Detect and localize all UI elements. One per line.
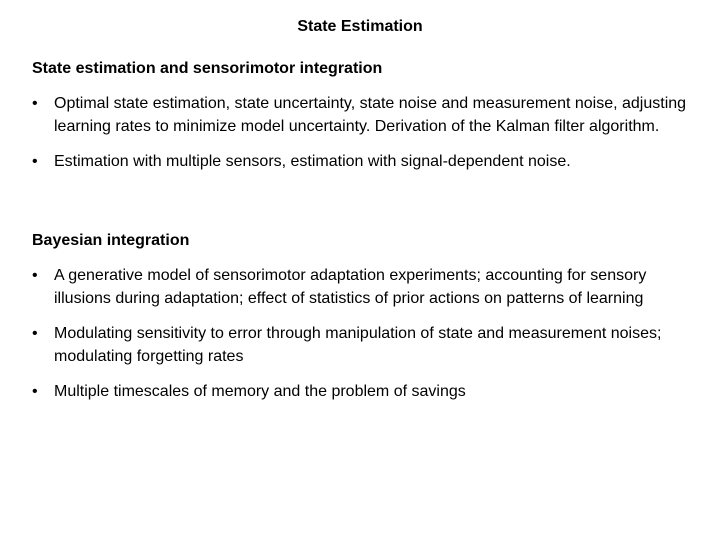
bullet-text: Multiple timescales of memory and the problem of savings	[54, 383, 466, 400]
list-item	[32, 92, 692, 138]
bullet-icon: •	[32, 267, 38, 284]
bullet-icon: •	[32, 95, 38, 112]
bullet-list	[32, 92, 692, 173]
bullet-icon: •	[32, 325, 38, 342]
bullet-text: Optimal state estimation, state uncertainty, state noise and measurement noise, adjusting learning rates to minimize model uncertainty. Derivation of the Kalman filter algorithm.	[54, 95, 687, 135]
bullet-text: Estimation with multiple sensors, estimation with signal-dependent noise.	[54, 153, 571, 170]
section-heading: State estimation and sensorimotor integration	[32, 60, 383, 77]
bullet-list	[32, 264, 692, 403]
bullet-text: A generative model of sensorimotor adaptation experiments; accounting for sensory illusions during adaptation; effect of statistics of prior actions on patterns of learning	[54, 267, 647, 307]
section-state-estimation	[32, 59, 692, 173]
section-bayesian-integration	[32, 231, 692, 403]
list-item	[32, 150, 692, 173]
list-item	[32, 380, 692, 403]
bullet-icon: •	[32, 383, 38, 400]
bullet-icon: •	[32, 153, 38, 170]
section-heading: Bayesian integration	[32, 232, 190, 249]
slide-title: State Estimation	[297, 18, 423, 35]
list-item	[32, 322, 692, 368]
list-item	[32, 264, 692, 310]
bullet-text: Modulating sensitivity to error through manipulation of state and measurement noises; modulating forgetting rates	[54, 325, 662, 365]
